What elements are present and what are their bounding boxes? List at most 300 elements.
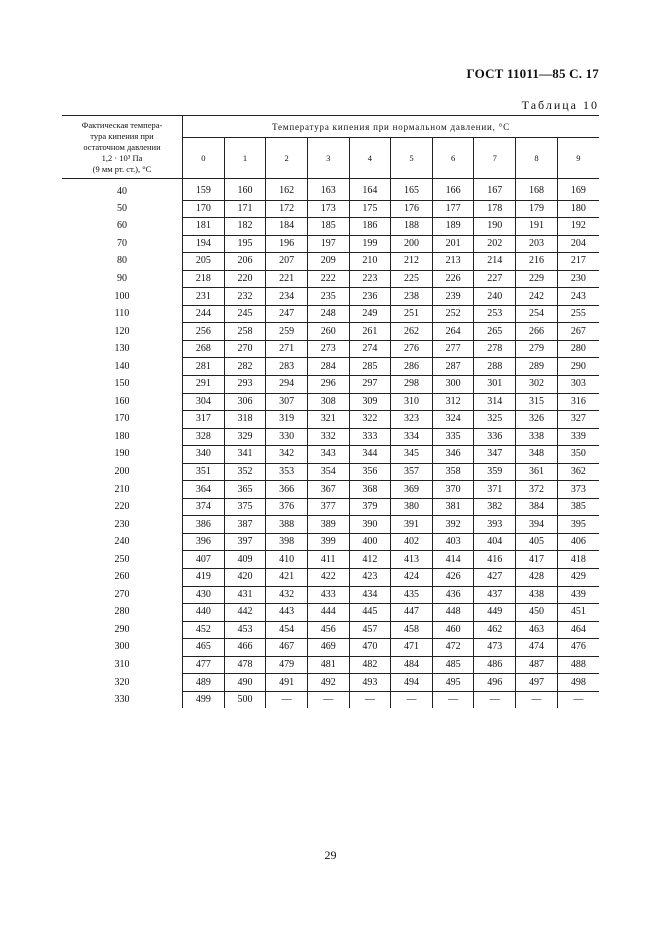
table-cell: 230: [557, 270, 599, 288]
table-cell: 210: [349, 253, 391, 271]
table-cell: 465: [183, 639, 225, 657]
table-cell: 397: [224, 533, 266, 551]
table-cell: 438: [516, 586, 558, 604]
table-cell: 264: [432, 323, 474, 341]
table-cell: 405: [516, 533, 558, 551]
table-row: [62, 463, 599, 481]
table-cell: 199: [349, 235, 391, 253]
row-label-cell: 190: [62, 446, 183, 464]
table-cell: 247: [266, 305, 308, 323]
row-label-cell: 180: [62, 428, 183, 446]
table-cell: 213: [432, 253, 474, 271]
table-cell: 442: [224, 604, 266, 622]
row-label-cell: 100: [62, 288, 183, 306]
table-cell: 419: [183, 569, 225, 587]
table-cell: 406: [557, 533, 599, 551]
table-cell: 440: [183, 604, 225, 622]
table-cell: 285: [349, 358, 391, 376]
table-cell: 184: [266, 218, 308, 236]
row-label-cell: 200: [62, 463, 183, 481]
table-cell: —: [573, 694, 584, 706]
group-header: Температура кипения при нормальном давлении, °С: [183, 116, 600, 138]
table-cell: 251: [391, 305, 433, 323]
table-row: [62, 428, 599, 446]
table-cell: 191: [516, 218, 558, 236]
table-cell: 159: [183, 179, 225, 201]
table-cell: 276: [391, 340, 433, 358]
table-cell: 291: [183, 376, 225, 394]
table-cell: 370: [432, 481, 474, 499]
table-cell: 436: [432, 586, 474, 604]
table-cell: 169: [557, 179, 599, 201]
table-cell: —: [266, 691, 308, 708]
table-cell: 279: [516, 340, 558, 358]
column-header: 3: [307, 138, 349, 179]
table-cell: 265: [474, 323, 516, 341]
table-cell: 304: [183, 393, 225, 411]
table-cell: 252: [432, 305, 474, 323]
table-row: [62, 218, 599, 236]
table-cell: 268: [183, 340, 225, 358]
table-cell: 221: [266, 270, 308, 288]
table-cell: —: [516, 691, 558, 708]
table-cell: 287: [432, 358, 474, 376]
table-cell: 369: [391, 481, 433, 499]
table-cell: 308: [307, 393, 349, 411]
table-cell: 298: [391, 376, 433, 394]
table-cell: 307: [266, 393, 308, 411]
row-label-cell: 320: [62, 674, 183, 692]
table-cell: 273: [307, 340, 349, 358]
table-cell: 283: [266, 358, 308, 376]
table-cell: 217: [557, 253, 599, 271]
table-cell: 300: [432, 376, 474, 394]
table-cell: 453: [224, 621, 266, 639]
table-cell: 286: [391, 358, 433, 376]
table-cell: 245: [224, 305, 266, 323]
table-cell: 218: [183, 270, 225, 288]
table-cell: 402: [391, 533, 433, 551]
table-cell: 312: [432, 393, 474, 411]
table-cell: 309: [349, 393, 391, 411]
table-cell: 365: [224, 481, 266, 499]
row-label-cell: 270: [62, 586, 183, 604]
table-cell: 434: [349, 586, 391, 604]
table-cell: 239: [432, 288, 474, 306]
table-cell: 338: [516, 428, 558, 446]
boiling-temperature-table: [62, 115, 599, 708]
table-cell: 494: [391, 674, 433, 692]
table-row: [62, 446, 599, 464]
table-cell: 445: [349, 604, 391, 622]
row-label-cell: 230: [62, 516, 183, 534]
table-row: [62, 179, 599, 201]
table-cell: 160: [224, 179, 266, 201]
table-cell: 414: [432, 551, 474, 569]
table-cell: 296: [307, 376, 349, 394]
table-cell: 420: [224, 569, 266, 587]
table-cell: 231: [183, 288, 225, 306]
table-cell: 344: [349, 446, 391, 464]
table-cell: 225: [391, 270, 433, 288]
table-cell: 352: [224, 463, 266, 481]
table-row: [62, 481, 599, 499]
table-cell: 429: [557, 569, 599, 587]
table-cell: 410: [266, 551, 308, 569]
table-cell: 334: [391, 428, 433, 446]
table-cell: 315: [516, 393, 558, 411]
table-row: [62, 621, 599, 639]
table-cell: 203: [516, 235, 558, 253]
table-cell: 490: [224, 674, 266, 692]
table-cell: 235: [307, 288, 349, 306]
table-cell: 377: [307, 498, 349, 516]
table-cell: 179: [516, 200, 558, 218]
table-cell: 343: [307, 446, 349, 464]
table-cell: 484: [391, 656, 433, 674]
table-cell: 471: [391, 639, 433, 657]
table-cell: 253: [474, 305, 516, 323]
table-cell: 281: [183, 358, 225, 376]
table-cell: 258: [224, 323, 266, 341]
table-cell: 222: [307, 270, 349, 288]
table-cell: 170: [183, 200, 225, 218]
table-cell: 430: [183, 586, 225, 604]
table-cell: 254: [516, 305, 558, 323]
row-label-cell: 240: [62, 533, 183, 551]
row-label-cell: 250: [62, 551, 183, 569]
table-row: [62, 340, 599, 358]
table-cell: 186: [349, 218, 391, 236]
table-cell: 173: [307, 200, 349, 218]
table-cell: 477: [183, 656, 225, 674]
table-cell: 403: [432, 533, 474, 551]
table-cell: 163: [307, 179, 349, 201]
row-label-cell: 300: [62, 639, 183, 657]
table-cell: 432: [266, 586, 308, 604]
table-cell: 325: [474, 411, 516, 429]
row-label-cell: 120: [62, 323, 183, 341]
table-row: [62, 674, 599, 692]
table-cell: —: [432, 691, 474, 708]
table-cell: 409: [224, 551, 266, 569]
table-cell: 238: [391, 288, 433, 306]
column-header: 0: [183, 138, 225, 179]
table-cell: 330: [266, 428, 308, 446]
page-number: 29: [324, 848, 337, 862]
table-cell: 456: [307, 621, 349, 639]
table-cell: 491: [266, 674, 308, 692]
table-cell: 356: [349, 463, 391, 481]
table-cell: 382: [474, 498, 516, 516]
row-label-cell: 160: [62, 393, 183, 411]
table-cell: 181: [183, 218, 225, 236]
row-label-cell: 290: [62, 621, 183, 639]
table-cell: 358: [432, 463, 474, 481]
table-cell: 255: [557, 305, 599, 323]
table-cell: 177: [432, 200, 474, 218]
table-caption: Таблица 10: [521, 98, 599, 112]
table-cell: 282: [224, 358, 266, 376]
table-cell: 242: [516, 288, 558, 306]
table-cell: 196: [266, 235, 308, 253]
table-cell: 398: [266, 533, 308, 551]
table-cell: 354: [307, 463, 349, 481]
column-header: 4: [349, 138, 391, 179]
table-cell: 204: [557, 235, 599, 253]
row-label-cell: 130: [62, 340, 183, 358]
table-cell: 485: [432, 656, 474, 674]
table-row: [62, 358, 599, 376]
table-cell: 389: [307, 516, 349, 534]
table-cell: 229: [516, 270, 558, 288]
column-header: 8: [516, 138, 558, 179]
table-cell: 234: [266, 288, 308, 306]
table-cell: —: [474, 691, 516, 708]
table-cell: —: [349, 691, 391, 708]
table-cell: 172: [266, 200, 308, 218]
table-cell: 400: [349, 533, 391, 551]
table-cell: 498: [557, 674, 599, 692]
table-cell: 227: [474, 270, 516, 288]
table-cell: 351: [183, 463, 225, 481]
table-cell: 220: [224, 270, 266, 288]
table-cell: 318: [224, 411, 266, 429]
table-cell: 394: [516, 516, 558, 534]
table-cell: 226: [432, 270, 474, 288]
table-cell: 194: [183, 235, 225, 253]
table-cell: 166: [432, 179, 474, 201]
table-cell: 192: [557, 218, 599, 236]
table-cell: 197: [307, 235, 349, 253]
table-cell: 387: [224, 516, 266, 534]
table-cell: 500: [224, 691, 266, 708]
table-cell: 362: [557, 463, 599, 481]
table-cell: 478: [224, 656, 266, 674]
table-cell: 381: [432, 498, 474, 516]
table-cell: 424: [391, 569, 433, 587]
table-cell: 223: [349, 270, 391, 288]
table-cell: 190: [474, 218, 516, 236]
table-cell: 316: [557, 393, 599, 411]
table-cell: 335: [432, 428, 474, 446]
page-header: ГОСТ 11011—85 С. 17: [466, 66, 599, 81]
row-label-cell: 60: [62, 218, 183, 236]
table-cell: 431: [224, 586, 266, 604]
table-cell: 496: [474, 674, 516, 692]
table-cell: 376: [266, 498, 308, 516]
table-cell: 373: [557, 481, 599, 499]
table-cell: 404: [474, 533, 516, 551]
table-cell: 486: [474, 656, 516, 674]
table-cell: 451: [557, 604, 599, 622]
row-label-cell: 70: [62, 235, 183, 253]
table-cell: 427: [474, 569, 516, 587]
row-header-line: (9 мм рт. ст.), °С: [92, 163, 152, 174]
table-cell: 393: [474, 516, 516, 534]
table-cell: 188: [391, 218, 433, 236]
table-cell: 426: [432, 569, 474, 587]
table-cell: 392: [432, 516, 474, 534]
table-cell: 171: [224, 200, 266, 218]
data-table-container: [62, 115, 599, 708]
row-label-cell: 110: [62, 305, 183, 323]
table-row: [62, 586, 599, 604]
table-cell: 364: [183, 481, 225, 499]
table-cell: 333: [349, 428, 391, 446]
table-cell: 495: [432, 674, 474, 692]
table-body: [62, 179, 599, 709]
table-cell: 469: [307, 639, 349, 657]
table-row: [62, 288, 599, 306]
table-cell: 467: [266, 639, 308, 657]
table-cell: 399: [307, 533, 349, 551]
table-cell: 317: [183, 411, 225, 429]
table-row: [62, 393, 599, 411]
table-cell: 260: [307, 323, 349, 341]
table-cell: 416: [474, 551, 516, 569]
table-cell: 262: [391, 323, 433, 341]
table-cell: 328: [183, 428, 225, 446]
table-cell: 178: [474, 200, 516, 218]
table-row: [62, 516, 599, 534]
table-cell: 466: [224, 639, 266, 657]
table-cell: 492: [307, 674, 349, 692]
table-cell: 214: [474, 253, 516, 271]
row-header-line: 1,2 · 10³ Па: [101, 152, 143, 163]
table-cell: 447: [391, 604, 433, 622]
table-cell: 443: [266, 604, 308, 622]
table-cell: 176: [391, 200, 433, 218]
table-cell: 288: [474, 358, 516, 376]
table-cell: —: [391, 691, 433, 708]
table-cell: 428: [516, 569, 558, 587]
table-cell: 411: [307, 551, 349, 569]
table-cell: 452: [183, 621, 225, 639]
table-cell: 361: [516, 463, 558, 481]
table-cell: 274: [349, 340, 391, 358]
table-row: [62, 656, 599, 674]
row-label-cell: 280: [62, 604, 183, 622]
table-cell: 439: [557, 586, 599, 604]
table-cell: 435: [391, 586, 433, 604]
table-cell: 321: [307, 411, 349, 429]
table-row: [62, 305, 599, 323]
table-cell: 329: [224, 428, 266, 446]
table-cell: 297: [349, 376, 391, 394]
table-cell: 326: [516, 411, 558, 429]
table-cell: 423: [349, 569, 391, 587]
table-cell: 481: [307, 656, 349, 674]
table-cell: 372: [516, 481, 558, 499]
table-cell: 346: [432, 446, 474, 464]
table-cell: 472: [432, 639, 474, 657]
table-cell: 319: [266, 411, 308, 429]
table-cell: 347: [474, 446, 516, 464]
column-header: 2: [266, 138, 308, 179]
row-header-cell: [62, 116, 183, 179]
table-cell: 162: [266, 179, 308, 201]
column-header: 6: [432, 138, 474, 179]
table-cell: 474: [516, 639, 558, 657]
table-cell: 391: [391, 516, 433, 534]
row-label-cell: 90: [62, 270, 183, 288]
table-cell: 444: [307, 604, 349, 622]
table-cell: 293: [224, 376, 266, 394]
table-cell: 396: [183, 533, 225, 551]
table-row: [62, 639, 599, 657]
table-cell: 375: [224, 498, 266, 516]
table-cell: 458: [391, 621, 433, 639]
table-cell: 454: [266, 621, 308, 639]
table-cell: 449: [474, 604, 516, 622]
table-cell: 350: [557, 446, 599, 464]
table-cell: 357: [391, 463, 433, 481]
column-header: 5: [391, 138, 433, 179]
table-cell: 482: [349, 656, 391, 674]
table-cell: 359: [474, 463, 516, 481]
table-cell: 395: [557, 516, 599, 534]
table-cell: 371: [474, 481, 516, 499]
table-row: [62, 235, 599, 253]
table-cell: 206: [224, 253, 266, 271]
table-row: [62, 411, 599, 429]
table-cell: 470: [349, 639, 391, 657]
table-cell: 340: [183, 446, 225, 464]
table-cell: 487: [516, 656, 558, 674]
table-cell: 462: [474, 621, 516, 639]
table-cell: 232: [224, 288, 266, 306]
column-header: 9: [557, 138, 599, 179]
table-cell: 489: [183, 674, 225, 692]
table-cell: 243: [557, 288, 599, 306]
table-cell: 216: [516, 253, 558, 271]
table-cell: 348: [516, 446, 558, 464]
table-cell: 189: [432, 218, 474, 236]
table-cell: 168: [516, 179, 558, 201]
table-cell: 212: [391, 253, 433, 271]
table-cell: 201: [432, 235, 474, 253]
table-cell: 277: [432, 340, 474, 358]
table-cell: 448: [432, 604, 474, 622]
table-cell: 280: [557, 340, 599, 358]
row-header-line: тура кипения при: [90, 130, 154, 141]
table-cell: 322: [349, 411, 391, 429]
table-cell: 345: [391, 446, 433, 464]
row-label-cell: 210: [62, 481, 183, 499]
table-cell: 240: [474, 288, 516, 306]
table-cell: 310: [391, 393, 433, 411]
table-cell: 289: [516, 358, 558, 376]
table-cell: 271: [266, 340, 308, 358]
table-cell: 407: [183, 551, 225, 569]
table-cell: 202: [474, 235, 516, 253]
row-label-cell: 50: [62, 200, 183, 218]
table-cell: 479: [266, 656, 308, 674]
table-cell: 385: [557, 498, 599, 516]
table-cell: 499: [183, 691, 225, 708]
table-cell: 270: [224, 340, 266, 358]
table-row: [62, 498, 599, 516]
table-cell: —: [307, 691, 349, 708]
row-label-cell: 150: [62, 376, 183, 394]
table-cell: 301: [474, 376, 516, 394]
table-cell: 336: [474, 428, 516, 446]
table-cell: 180: [557, 200, 599, 218]
table-row: [62, 569, 599, 587]
table-cell: 412: [349, 551, 391, 569]
table-cell: 342: [266, 446, 308, 464]
